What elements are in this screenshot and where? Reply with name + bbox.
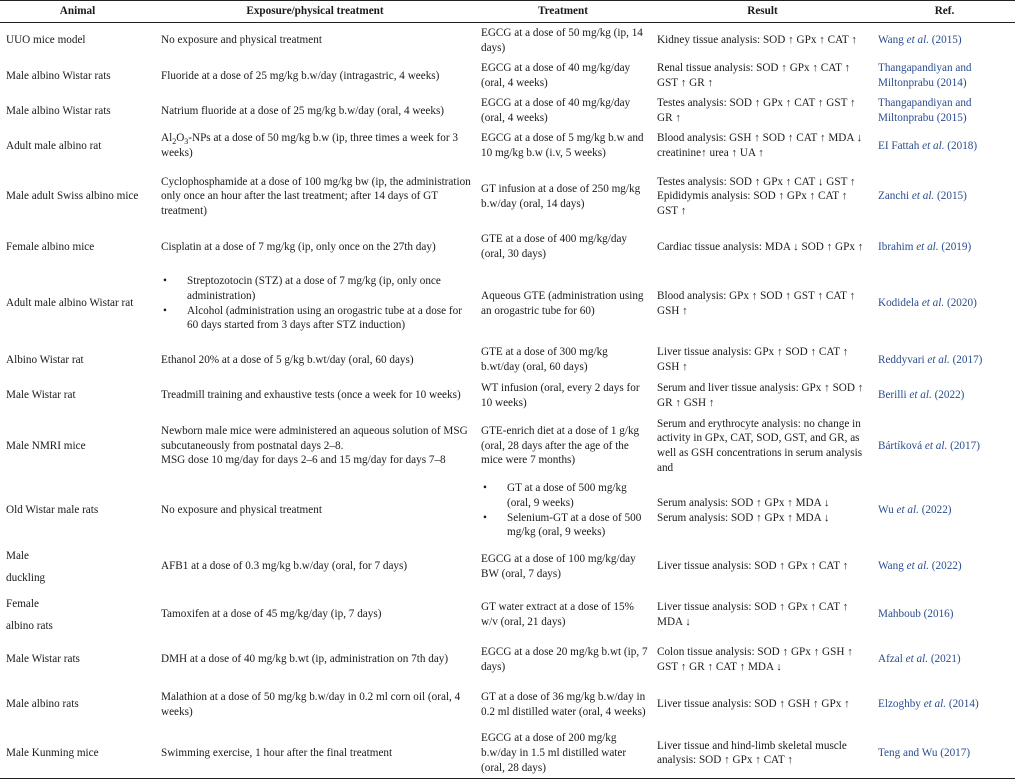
ref-year: (2018) [944,139,978,152]
cell-animal: Male albino rats [6,698,79,711]
cell-treatment: GT infusion at a dose of 250 mg/kg b.w/day (oral, 14 days) [481,182,641,210]
cell-treatment: GTE-enrich diet at a dose of 1 g/kg (oral, 28 days after the age of the mice were 7 months) [481,425,640,467]
cell-result: Liver tissue analysis: GPx ↑ SOD ↑ CAT ↑ GSH ↑ [657,346,849,373]
cell-exposure: No exposure and physical treatment [161,504,322,517]
ref-author: Wu [878,504,894,517]
cell-result: Kidney tissue analysis: SOD ↑ GPx ↑ CAT ↑ [657,34,857,47]
cell-animal: Female albino rats [6,597,53,632]
ref-year: (2015) [929,34,962,47]
cell-ref[interactable] [874,129,1015,164]
exposure-list [161,274,472,332]
column-header-treatment: Treatment [475,1,651,23]
ref-author: Zanchi [878,190,910,203]
ref-year: (2014) [946,698,979,711]
cell-treatment: EGCG at a dose of 50 mg/kg (ip, 14 days) [481,27,643,54]
table-row [0,230,1015,265]
cell-result: Serum analysis: SOD ↑ GPx ↑ MDA ↓ Serum analysis: SOD ↑ GPx ↑ MDA ↓ [657,496,830,524]
table-row [0,681,1015,729]
cell-ref[interactable] [874,639,1015,681]
cell-animal: Male duckling [6,549,46,584]
table-row [0,414,1015,479]
cell-treatment: GT at a dose of 36 mg/kg b.w/day in 0.2 ml distilled water (oral, 4 weeks) [481,690,646,718]
cell-treatment: GTE at a dose of 400 mg/kg/day (oral, 30 days) [481,233,628,260]
ref-author: Berilli [878,389,907,402]
table-row [0,639,1015,681]
cell-treatment: Aqueous GTE (administration using an orogastric tube for 60) [481,289,644,317]
ref-etal: et al. [906,389,932,402]
cell-exposure: No exposure and physical treatment [161,34,322,47]
cell-animal: Old Wistar male rats [6,504,99,517]
table-row [0,729,1015,779]
cell-ref[interactable] [874,265,1015,343]
header-row [0,1,1015,23]
cell-ref[interactable] [874,414,1015,479]
table-row [0,59,1015,94]
ref-year: (2015) [934,190,967,203]
cell-animal: Male Kunming mice [0,729,155,779]
ref-etal: et al. [920,698,947,711]
ref-author: Bártíková [878,439,923,452]
ref-etal: et al. [919,297,945,310]
ref-year: (2022) [918,504,952,517]
cell-treatment: EGCG at a dose of 40 mg/kg/day (oral, 4 weeks) [481,97,631,124]
table-row [0,23,1015,59]
table-row [0,94,1015,129]
cell-treatment: GT water extract at a dose of 15% w/v (oral, 21 days) [481,600,634,628]
cell-exposure: DMH at a dose of 40 mg/kg b.wt (ip, administration on 7th day) [161,653,449,666]
table-row [0,129,1015,164]
ref-etal: et al. [909,190,935,203]
cell-ref[interactable] [874,729,1015,779]
cell-treatment: EGCG at a dose of 40 mg/kg/day (oral, 4 weeks) [481,62,631,89]
list-item: • Streptozotocin (STZ) at a dose of 7 mg/kg (ip, only once administration) [161,274,472,303]
cell-result: Blood analysis: GSH ↑ SOD ↑ CAT ↑ MDA ↓ creatinine↑ urea ↑ UA ↑ [657,132,863,159]
ref-author: Ibrahim [878,240,914,253]
list-item: • Alcohol (administration using an orogastric tube at a dose for 60 days started from 3 days after STZ induction) [161,304,472,333]
cell-treatment: WT infusion (oral, every 2 days for 10 weeks) [481,381,640,409]
ref-etal: et al. [922,439,948,452]
ref-etal: et al. [913,240,939,253]
cell-exposure: AFB1 at a dose of 0.3 mg/kg b.w/day (oral, for 7 days) [161,560,408,573]
ref-author: EI Fattah [878,139,920,152]
cell-exposure: Treadmill training and exhaustive tests (once a week for 10 weeks) [161,389,461,402]
cell-exposure: Ethanol 20% at a dose of 5 g/kg b.wt/day (oral, 60 days) [161,353,414,366]
cell-exposure [155,265,475,343]
ref-year: (2021) [928,653,961,666]
cell-result: Cardiac tissue analysis: MDA ↓ SOD ↑ GPx ↑ [657,240,864,253]
cell-ref[interactable] [874,378,1015,414]
cell-animal: Male adult Swiss albino mice [6,190,139,203]
cell-animal: Female albino mice [6,240,95,253]
column-header-result: Result [651,1,874,23]
column-header-animal: Animal [0,1,155,23]
cell-ref[interactable] [874,23,1015,59]
cell-result: Blood analysis: GPx ↑ SOD ↑ GST ↑ CAT ↑ GSH ↑ [657,289,856,317]
cell-exposure: Cisplatin at a dose of 7 mg/kg (ip, only once on the 27th day) [161,240,436,253]
cell-animal: Male NMRI mice [6,439,86,452]
table-row [0,265,1015,343]
ref-author: Elzoghby [878,698,921,711]
ref-author: Wang [878,560,904,573]
column-header-ref: Ref. [874,1,1015,23]
cell-exposure: Swimming exercise, 1 hour after the final treatment [155,729,475,779]
ref-etal: et al. [919,139,945,152]
cell-animal: Male albino Wistar rats [6,69,111,82]
cell-result: Renal tissue analysis: SOD ↑ GPx ↑ CAT ↑ GST ↑ GR ↑ [657,62,851,89]
cell-exposure: Malathion at a dose of 50 mg/kg b.w/day in 0.2 ml corn oil (oral, 4 weeks) [161,690,461,718]
cell-exposure: Fluoride at a dose of 25 mg/kg b.w/day (intragastric, 4 weeks) [161,69,440,82]
ref-year: (2017) [947,439,980,452]
table-row [0,164,1015,230]
cell-ref[interactable] [874,479,1015,543]
cell-treatment: GTE at a dose of 300 mg/kg b.wt/day (oral, 60 days) [481,346,608,373]
ref-etal: et al. [903,34,929,47]
cell-result: Liver tissue analysis: SOD ↑ GSH ↑ GPx ↑ [657,698,850,711]
cell-animal: Male Wistar rats [6,653,80,666]
cell-treatment: EGCG at a dose of 5 mg/kg b.w and 10 mg/kg b.w (i.v, 5 weeks) [481,132,644,159]
ref-year: (2022) [929,560,962,573]
cell-treatment: EGCG at a dose 20 mg/kg b.wt (ip, 7 days) [481,645,648,673]
ref-author: Reddyvari [878,353,925,366]
cell-exposure: Tamoxifen at a dose of 45 mg/kg/day (ip, 7 days) [161,608,382,621]
cell-exposure: Natrium fluoride at a dose of 25 mg/kg b.w/day (oral, 4 weeks) [161,104,445,117]
cell-result: Liver tissue analysis: SOD ↑ GPx ↑ CAT ↑ [657,560,849,573]
table-row [0,479,1015,543]
table-row [0,343,1015,378]
cell-result: Liver tissue analysis: SOD ↑ GPx ↑ CAT ↑ MDA ↓ [657,600,849,628]
cell-animal: Adult male albino Wistar rat [6,297,134,310]
ref-etal: et al. [902,653,929,666]
ref-year: (2019) [938,240,972,253]
cell-result: Serum and erythrocyte analysis: no change in activity in GPx, CAT, SOD, GST, and GR, as well as GSH concentrations in serum analysis and [657,417,863,474]
cell-animal: Albino Wistar rat [6,353,84,366]
cell-ref[interactable] [874,59,1015,94]
ref-author: Thangapandiyan and Miltonprabu (2014) [878,62,972,89]
cell-exposure: Cyclophosphamide at a dose of 100 mg/kg bw (ip, the administration only once an hour after the last treatment; after 14 days of GT treatment) [161,175,471,217]
cell-ref[interactable] [874,230,1015,265]
treatment-list [481,481,648,539]
cell-ref[interactable] [874,591,1015,639]
table-row [0,543,1015,591]
ref-author: Thangapandiyan and Miltonprabu (2015) [878,97,972,124]
ref-author: Teng and Wu (2017) [878,746,971,759]
ref-etal: et al. [893,504,919,517]
list-item: • GT at a dose of 500 mg/kg (oral, 9 weeks) [481,481,648,510]
cell-animal: Adult male albino rat [6,139,102,152]
cell-treatment [475,479,651,543]
ref-author: Mahboub (2016) [878,608,954,621]
ref-author: Kodidela [878,297,920,310]
cell-result: Liver tissue and hind-limb skeletal muscle analysis: SOD ↑ GPx ↑ CAT ↑ [651,729,874,779]
cell-animal: UUO mice model [6,34,86,47]
column-header-exposure: Exposure/physical treatment [155,1,475,23]
cell-ref[interactable] [874,94,1015,129]
cell-treatment: EGCG at a dose of 200 mg/kg b.w/day in 1.5 ml distilled water (oral, 28 days) [475,729,651,779]
table-row [0,378,1015,414]
cell-result: Testes analysis: SOD ↑ GPx ↑ CAT ↓ GST ↑ Epididymis analysis: SOD ↑ GPx ↑ CAT ↑ GST ↑ [657,175,856,217]
ref-author: Wang [878,34,904,47]
list-item: • Selenium-GT at a dose of 500 mg/kg (oral, 9 weeks) [481,511,648,540]
cell-animal: Male Wistar rat [6,389,76,402]
ref-author: Afzal [878,653,903,666]
ref-etal: et al. [924,353,950,366]
cell-exposure: $Al_2O_3$-NPs at a dose of 50 mg/kg b.w (ip, three times a week for 3 weeks) [161,132,458,159]
ref-year: (2022) [931,389,965,402]
cell-ref[interactable] [874,543,1015,591]
cell-treatment: EGCG at a dose of 100 mg/kg/day BW (oral, 7 days) [481,552,636,580]
cell-result: Colon tissue analysis: SOD ↑ GPx ↑ GSH ↑ GST ↑ GR ↑ CAT ↑ MDA ↓ [657,645,853,673]
ref-year: (2020) [944,297,977,310]
cell-exposure: Newborn male mice were administered an aqueous solution of MSG subcutaneously from postnatal days 2–8. MSG dose 10 mg/day for days 2–6 and 15 mg/day for days 7–8 [161,425,468,467]
cell-animal: Male albino Wistar rats [6,104,111,117]
ref-etal: et al. [903,560,929,573]
table-row [0,591,1015,639]
cell-result: Serum and liver tissue analysis: GPx ↑ SOD ↑ GR ↑ GSH ↑ [657,381,864,409]
cell-ref[interactable] [874,164,1015,230]
ref-year: (2017) [949,353,983,366]
cell-result: Testes analysis: SOD ↑ GPx ↑ CAT ↑ GST ↑ GR ↑ [657,97,856,124]
cell-ref[interactable] [874,343,1015,378]
cell-ref[interactable] [874,681,1015,729]
